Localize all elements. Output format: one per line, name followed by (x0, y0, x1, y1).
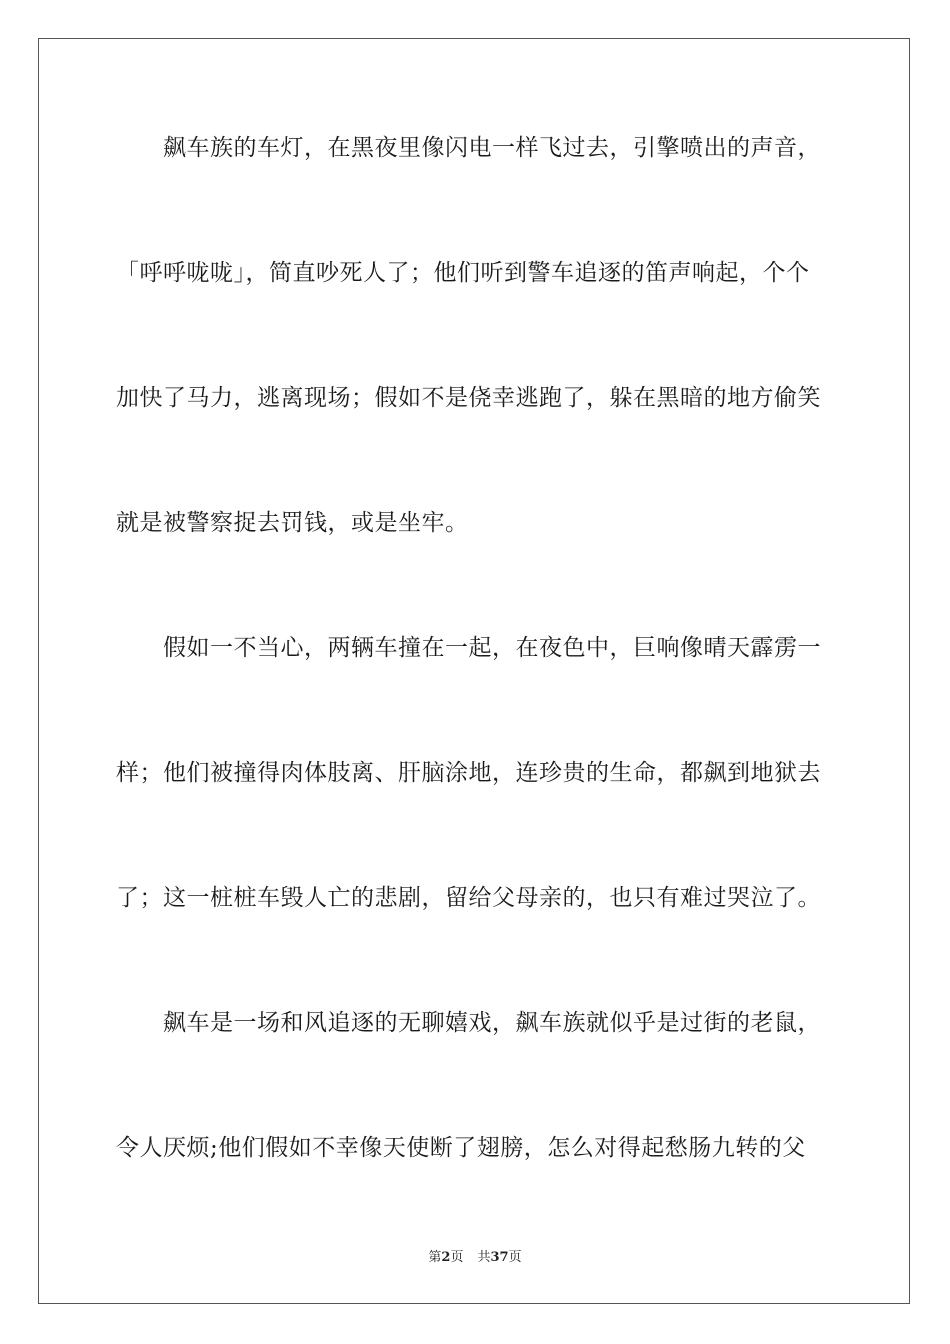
text-line-4: 就是被警察捉去罚钱，或是坐牢。 (116, 510, 469, 536)
page-prefix: 第 (428, 1250, 442, 1265)
total-suffix: 页 (508, 1250, 522, 1265)
total-pages: 37 (490, 1250, 509, 1265)
text-line-5: 假如一不当心，两辆车撞在一起，在夜色中，巨响像晴天霹雳一 (116, 635, 821, 661)
page-footer (0, 1246, 950, 1265)
text-line-2: 「呼呼咙咙」，简直吵死人了；他们听到警车追逐的笛声响起，个个 (116, 260, 810, 286)
page-number: 2 (441, 1250, 451, 1265)
text-line-8: 飙车是一场和风追逐的无聊嬉戏，飙车族就似乎是过街的老鼠， (116, 1010, 821, 1036)
text-line-9: 令人厌烦;他们假如不幸像天使断了翅膀，怎么对得起愁肠九转的父 (116, 1135, 806, 1161)
text-line-1: 飙车族的车灯，在黑夜里像闪电一样飞过去，引擎喷出的声音， (116, 135, 821, 161)
page-suffix: 页 (450, 1250, 464, 1265)
text-line-6: 样；他们被撞得肉体肢离、肝脑涂地，连珍贵的生命，都飙到地狱去 (116, 760, 821, 786)
text-line-7: 了；这一桩桩车毁人亡的悲剧，留给父母亲的，也只有难过哭泣了。 (116, 885, 821, 911)
text-line-3: 加快了马力，逃离现场；假如不是侥幸逃跑了，躲在黑暗的地方偷笑 (116, 385, 821, 411)
page-border (38, 38, 910, 1304)
total-prefix: 共 (477, 1250, 491, 1265)
